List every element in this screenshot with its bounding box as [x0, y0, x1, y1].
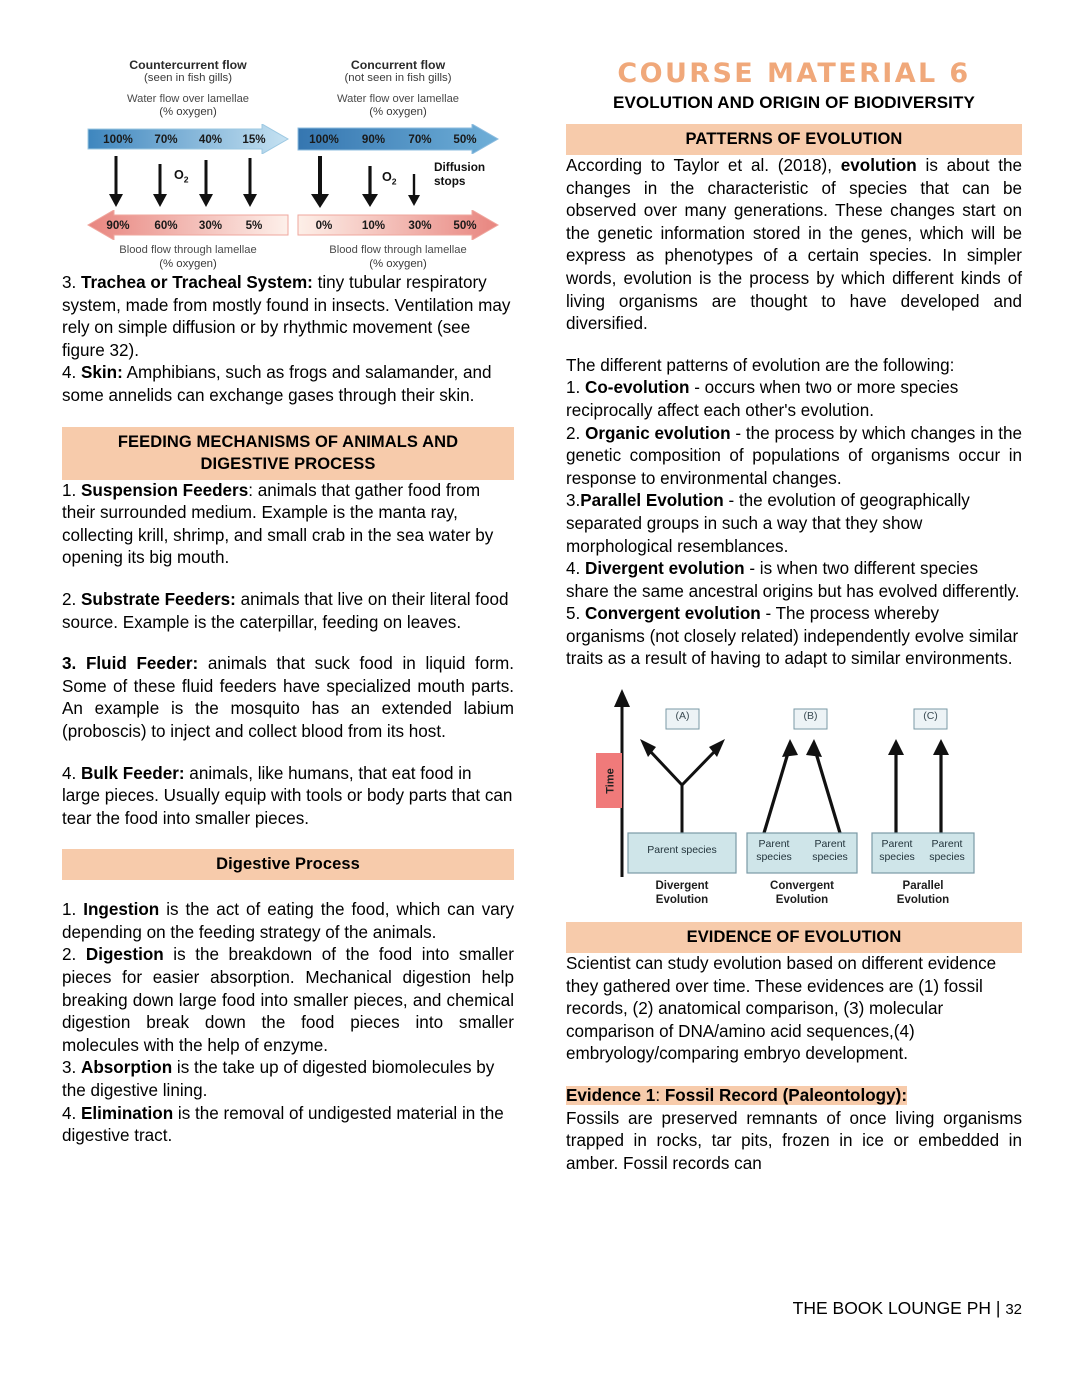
value-cell: 50% — [453, 218, 477, 232]
item-body: is the removal of undigested material in the digestive tract. — [62, 1103, 504, 1146]
box-line: species — [879, 851, 915, 864]
item-term: Absorption — [81, 1058, 173, 1078]
item-body: tiny tubular respiratory system, made from mostly found in insects. Ventilation may rely on simple diffusion or by rhythmic movement (see figure 32). — [62, 273, 511, 360]
item-number: 3. — [566, 491, 581, 511]
diffusion-stops-line1: Diffusion — [434, 160, 486, 175]
concurrent-water-arrow — [294, 124, 502, 154]
evidence-1-label — [566, 1085, 1022, 1108]
paragraph-trachea — [62, 272, 514, 362]
value-cell: 15% — [242, 132, 266, 146]
figure-gill-flow — [62, 58, 514, 270]
concurrent-blood-values — [294, 210, 502, 240]
paragraph-bulk-feeder — [62, 763, 514, 831]
item-term: Digestion — [85, 945, 164, 965]
item-body: : animals that gather food from their surrounded medium. Example is the manta ray, collecting krill, shrimp, and small crab in the sea water by opening its big mouth. — [62, 480, 494, 568]
page-footer — [793, 1297, 1022, 1321]
item-body: Amphibians, such as frogs and salamander, and some annelids can exchange gases through their skin. — [62, 363, 492, 405]
countercurrent-o2-label — [174, 168, 189, 185]
value-cell: 40% — [198, 132, 223, 146]
concurrent-subtitle: (not seen in fish gills) — [344, 72, 452, 84]
value-cell: 30% — [408, 218, 432, 232]
caption-line2: Evolution — [775, 894, 829, 907]
box-line: species — [929, 851, 965, 864]
item-number: 4. — [62, 763, 82, 783]
spacer — [566, 115, 1022, 124]
intro-part-a: According to Taylor et al. (2018), — [566, 156, 841, 175]
caption-line2: Evolution — [896, 894, 950, 907]
value-cell: 5% — [245, 218, 263, 232]
spacer — [62, 830, 514, 849]
evidence-1-label-a: Evidence 1 — [566, 1086, 656, 1106]
value-cell: 50% — [453, 132, 477, 146]
concurrent-water-values — [294, 124, 502, 154]
countercurrent-water-label-1: Water flow over lamellae — [126, 92, 250, 105]
concurrent-blood-label-1: Blood flow through lamellae — [329, 244, 467, 257]
item-number: 5. — [566, 604, 586, 624]
paragraph-elimination — [62, 1103, 514, 1148]
item-number: 4. — [566, 559, 586, 579]
concurrent-diffusion-zone — [294, 154, 502, 212]
item-body: - is when two different species share the same ancestral origins but has evolved differently. — [566, 559, 1020, 601]
o2-subscript: 2 — [391, 176, 397, 187]
paragraph-digestion — [62, 944, 514, 1057]
countercurrent-blood-label-2: (% oxygen) — [159, 257, 217, 270]
paragraph-evolution-intro — [566, 155, 1022, 336]
caption-line1: Convergent — [770, 880, 834, 893]
value-cell: 0% — [315, 218, 333, 232]
time-axis-label: Time — [604, 768, 617, 794]
countercurrent-water-values — [84, 124, 292, 154]
paragraph-skin — [62, 362, 514, 407]
concurrent-o2-label — [382, 170, 397, 187]
caption-line1: Divergent — [655, 880, 709, 893]
concurrent-water-label-1: Water flow over lamellae — [336, 92, 460, 105]
item-number: 4. — [62, 363, 82, 383]
item-body: - the evolution of geographically separated groups in such a way that they show morphological resemblances. — [566, 491, 970, 556]
item-term: . Fluid Feeder: — [71, 654, 199, 674]
o2-subscript: 2 — [183, 174, 189, 185]
paragraph-suspension-feeders — [62, 480, 514, 570]
item-body: is the take up of digested biomolecules by the digestive lining. — [62, 1058, 495, 1101]
item-term: Skin: — [81, 363, 123, 383]
countercurrent-water-arrow — [84, 124, 292, 154]
value-cell: 10% — [361, 218, 386, 232]
item-term: Bulk Feeder: — [81, 763, 185, 783]
paragraph-co-evolution — [566, 377, 1022, 422]
spacer — [62, 408, 514, 427]
value-cell: 90% — [106, 218, 130, 232]
item-body: animals, like humans, that eat food in large pieces. Usually equip with tools or body parts that can tear the food into smaller pieces. — [62, 763, 513, 828]
paragraph-convergent-evolution — [566, 603, 1022, 671]
box-line: species — [812, 851, 848, 864]
course-material-title: COURSE MATERIAL 6 — [617, 58, 971, 89]
diffusion-stops-line2: stops — [434, 174, 466, 189]
paragraph-ingestion — [62, 899, 514, 944]
item-number: 3. — [62, 1058, 82, 1078]
right-column — [566, 58, 1022, 1175]
left-column — [62, 58, 514, 1148]
spacer — [566, 913, 1022, 922]
paragraph-absorption — [62, 1057, 514, 1102]
item-body: - occurs when two or more species reciprocally affect each other's evolution. — [566, 378, 959, 420]
panel-label-b: (B) — [803, 710, 818, 723]
item-body: is the act of eating the food, which can vary depending on the feeding strategy of the animals. — [62, 900, 514, 942]
item-term: Divergent evolution — [585, 559, 745, 579]
concurrent-blood-arrow — [294, 210, 502, 240]
evidence-1-colon: : — [655, 1086, 661, 1106]
caption-line2: Evolution — [655, 894, 709, 907]
item-number: 3. — [62, 273, 82, 292]
gill-panel-concurrent — [294, 58, 502, 270]
item-number: 3 — [62, 654, 72, 674]
paragraph-divergent-evolution — [566, 558, 1022, 603]
caption-divergent-evolution — [628, 879, 736, 907]
paragraph-substrate-feeders — [62, 589, 514, 634]
item-number: 4. — [62, 1103, 82, 1123]
countercurrent-blood-label-1: Blood flow through lamellae — [119, 244, 257, 257]
item-number: 1. — [62, 480, 82, 500]
item-number: 2. — [62, 945, 86, 965]
heading-feeding-mechanisms — [62, 427, 514, 480]
item-term: Suspension Feeders — [81, 480, 249, 500]
item-term: Elimination — [81, 1103, 174, 1123]
value-cell: 70% — [154, 132, 178, 146]
item-number: 2. — [62, 589, 82, 609]
countercurrent-diffusion-zone — [84, 154, 292, 212]
item-term: Organic evolution — [585, 423, 731, 443]
spacer — [566, 1066, 1022, 1085]
spacer — [62, 570, 514, 589]
countercurrent-title: Countercurrent flow — [129, 58, 247, 72]
spacer — [566, 336, 1022, 355]
value-cell: 100% — [103, 132, 133, 146]
item-term: Co-evolution — [585, 378, 690, 398]
box-line: species — [756, 851, 792, 864]
subject-title: EVOLUTION AND ORIGIN OF BIODIVERSITY — [613, 93, 975, 112]
intro-part-c: is about the changes in the characteristic of species that can be observed over many generations. These changes start on the genetic information stored in the genes, which will be express as phenotypes of a certain species. In simpler words, evolution is the process by which different kinds of living organisms are thought to have developed and diversified. — [566, 156, 1022, 334]
item-body: - The process whereby organisms (not closely related) independently evolve similar traits as a result of having to adapt to similar environments. — [566, 604, 1019, 669]
evidence-1-label-b: Fossil Record (Paleontology): — [660, 1086, 908, 1106]
paragraph-evidence-1-body: Fossils are preserved remnants of once living organisms trapped in rocks, tar pits, frozen in ice or embedded in amber. Fossil records can — [566, 1108, 1022, 1173]
item-term: Trachea or Tracheal System: — [81, 273, 313, 292]
item-body: is the breakdown of the food into smaller pieces for easier absorption. Mechanical digestion help breaking down large food into smaller pieces, and chemical digestion break down the food pieces into smaller molecules with the help of enzyme. — [62, 945, 514, 1055]
paragraph-evidence-intro: Scientist can study evolution based on different evidence they gathered over time. These evidences are (1) fossil records, (2) anatomical comparison, (3) molecular comparison of DNA/amino acid sequences,(4) embryology/comparing embryo development. — [566, 954, 997, 1064]
spacer — [62, 880, 514, 899]
paragraph-organic-evolution — [566, 423, 1022, 491]
heading-digestive-process: Digestive Process — [62, 849, 514, 880]
o2-letter: O — [174, 168, 184, 183]
concurrent-water-label-2: (% oxygen) — [369, 105, 427, 118]
heading-patterns-of-evolution: PATTERNS OF EVOLUTION — [566, 124, 1022, 155]
spacer — [62, 634, 514, 653]
item-body: animals that live on their literal food source. Example is the caterpillar, feeding on leaves. — [62, 589, 509, 632]
item-number: 1. — [62, 900, 84, 920]
parent-species-box-b-left — [749, 838, 799, 864]
countercurrent-blood-values — [84, 210, 292, 240]
item-body: - the process by which changes in the genetic composition of populations of organisms occur in response to environmental changes. — [566, 423, 1022, 488]
intro-term-evolution: evolution — [840, 156, 917, 175]
parent-species-box-c-right — [922, 838, 972, 864]
item-term: Convergent evolution — [585, 604, 761, 624]
box-line: Parent — [814, 838, 846, 851]
item-term: Parallel Evolution — [580, 491, 724, 511]
concurrent-title: Concurrent flow — [350, 58, 446, 72]
paragraph-parallel-evolution — [566, 490, 1022, 558]
box-line: Parent — [758, 838, 790, 851]
diffusion-stops-label — [434, 160, 485, 188]
spacer — [62, 744, 514, 763]
paragraph-patterns-lead: The different patterns of evolution are the following: — [566, 355, 955, 375]
item-number: 1. — [566, 378, 586, 398]
value-cell: 60% — [154, 218, 178, 232]
caption-line1: Parallel — [902, 880, 944, 893]
heading-feeding-line1: FEEDING MECHANISMS OF ANIMALS AND — [117, 432, 459, 451]
value-cell: 70% — [408, 132, 432, 146]
value-cell: 100% — [309, 132, 339, 146]
gill-panel-countercurrent — [84, 58, 292, 270]
heading-evidence-of-evolution: EVIDENCE OF EVOLUTION — [566, 922, 1022, 953]
footer-brand: THE BOOK LOUNGE PH | — [792, 1298, 1001, 1318]
box-line: Parent — [881, 838, 913, 851]
page-number: 32 — [1005, 1301, 1022, 1318]
caption-convergent-evolution — [747, 879, 857, 907]
value-cell: 30% — [198, 218, 223, 232]
item-term: Substrate Feeders: — [81, 589, 236, 609]
paragraph-fluid-feeder — [62, 653, 514, 743]
item-body: animals that suck food in liquid form. Some of these fluid feeders have specialized mouth parts. An example is the mosquito has an extended labium (proboscis) to inject and collect blood from its host. — [62, 654, 514, 741]
countercurrent-water-label-2: (% oxygen) — [159, 105, 217, 118]
panel-label-c: (C) — [923, 710, 938, 723]
caption-parallel-evolution — [872, 879, 974, 907]
o2-letter: O — [382, 170, 392, 185]
item-number: 2. — [566, 423, 586, 443]
parent-species-box-a: Parent species — [647, 844, 717, 857]
heading-feeding-line2: DIGESTIVE PROCESS — [200, 454, 376, 473]
parent-species-box-b-right — [805, 838, 855, 864]
item-term: Ingestion — [83, 900, 160, 920]
box-line: Parent — [931, 838, 963, 851]
countercurrent-blood-arrow — [84, 210, 292, 240]
figure-evolution-patterns — [584, 681, 1024, 913]
value-cell: 90% — [361, 132, 386, 146]
countercurrent-subtitle: (seen in fish gills) — [144, 72, 232, 84]
panel-label-a: (A) — [675, 710, 690, 723]
parent-species-box-c-left — [873, 838, 921, 864]
concurrent-blood-label-2: (% oxygen) — [369, 257, 427, 270]
